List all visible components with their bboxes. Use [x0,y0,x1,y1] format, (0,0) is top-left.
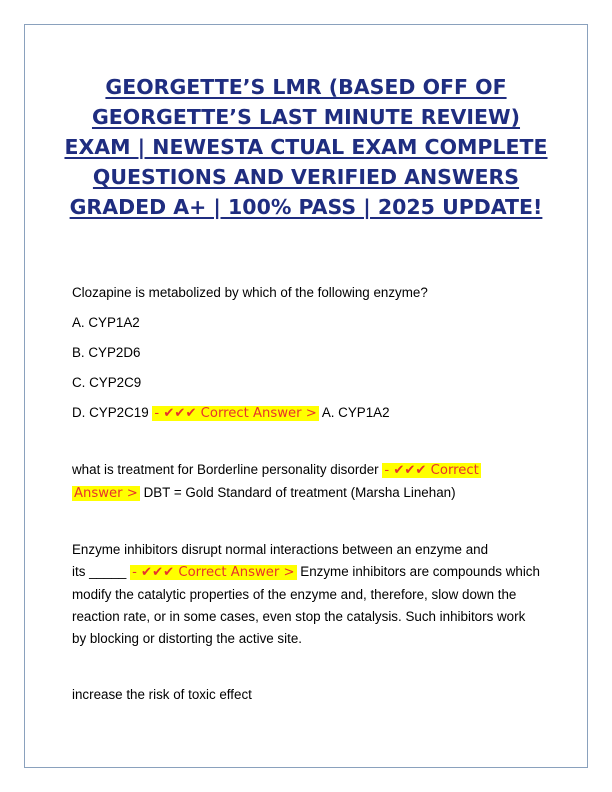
option-b: B. CYP2D6 [72,345,141,360]
option-c: C. CYP2C9 [72,375,142,390]
question-text: increase the risk of toxic effect [72,687,252,702]
answer-text-line-1: Enzyme inhibitors are compounds [300,564,502,579]
correct-answer-marker: - ✔✔✔ Correct [384,463,479,478]
correct-answer-marker-cont: Answer > [74,486,138,501]
question-text: what is treatment for Borderline personality disorder [72,462,379,477]
question-answer-paragraph [72,539,542,650]
question-block-1 [72,282,542,425]
title-line-5: GRADED A+ | 100% PASS | 2025 UPDATE! [69,195,543,219]
question-text-line-1: Enzyme inhibitors disrupt normal interactions between an enzyme and [72,542,489,557]
question-block-2 [72,459,542,505]
option-d-with-answer [72,402,542,425]
question-block-3 [72,539,542,650]
title-line-3: EXAM | NEWESTA CTUAL EXAM COMPLETE [64,135,548,159]
question-block-4 [72,684,542,706]
correct-answer-marker: - ✔✔✔ Correct Answer > [154,406,317,421]
answer-text: DBT = Gold Standard of treatment (Marsha Linehan) [143,485,456,500]
title-line-1: GEORGETTE’S LMR (BASED OFF OF [105,75,507,99]
question-answer-paragraph [72,459,542,505]
document-title [60,72,552,222]
option-a: A. CYP1A2 [72,315,140,330]
title-line-4: QUESTIONS AND VERIFIED ANSWERS [92,165,520,189]
answer-text: A. CYP1A2 [321,405,390,420]
question-text-line-2: its _____ [72,564,127,579]
question-text: Clozapine is metabolized by which of the following enzyme? [72,285,428,300]
option-d: D. CYP2C19 [72,405,149,420]
correct-answer-marker: - ✔✔✔ Correct Answer > [132,565,295,580]
document-body [72,282,542,706]
title-line-2: GEORGETTE’S LAST MINUTE REVIEW) [91,105,521,129]
answer-text-rest: which modify the catalytic properties of the enzyme and, therefore, slow down the reaction rate, or in some cases, even stop the catalysis. Such inhibitors work by blocking or distorting the active site. [72,564,540,646]
